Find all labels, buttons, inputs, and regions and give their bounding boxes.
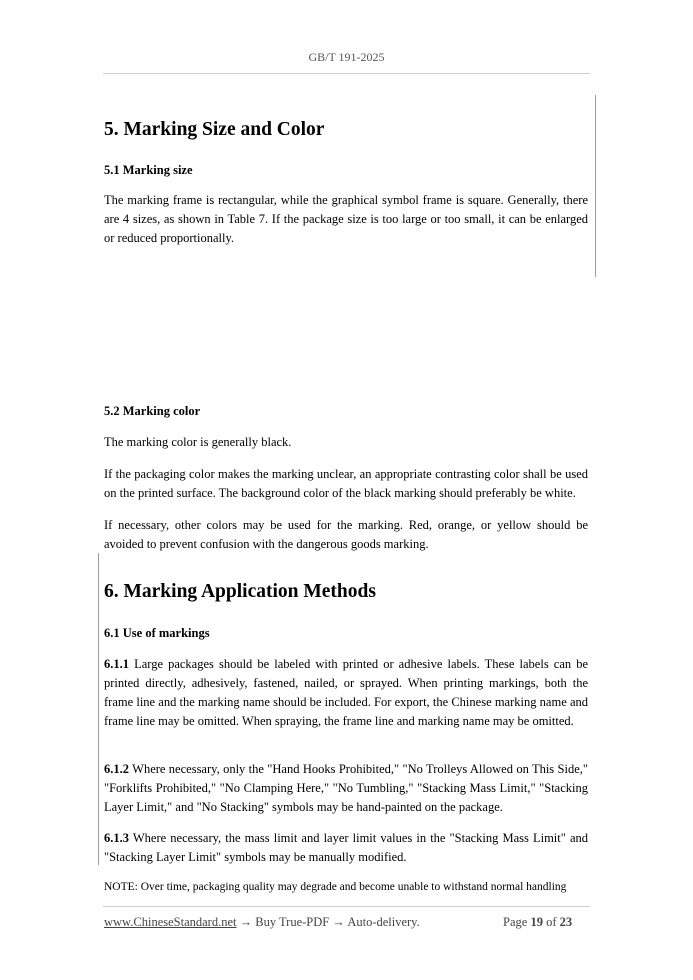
marking-color-paragraph-3: If necessary, other colors may be used for the marking. Red, orange, or yellow should be avoided to prevent confusion with the dangerous goods marking. [104,518,588,551]
clause-text: Where necessary, the mass limit and layer limit values in the "Stacking Mass Limit" and "Stacking Layer Limit" symbols may be manually modified. [104,831,589,864]
running-header: GB/T 191-2025 [308,50,385,64]
footer-divider [103,906,590,907]
clause-number: 6.1.2 [104,762,129,776]
section-5-heading: 5. Marking Size and Color [104,119,325,140]
auto-delivery-text: Auto-delivery. [347,915,420,929]
arrow-right-icon: → [239,915,253,929]
note-text: NOTE: Over time, packaging quality may degrade and become unable to withstand normal handling [104,881,567,893]
subsection-6-1-heading: 6.1 Use of markings [104,626,210,640]
clause-6-1-3 [104,829,588,867]
page-indicator [503,915,572,930]
marking-color-paragraph-2: If the packaging color makes the marking unclear, an appropriate contrasting color shall be used on the printed surface. The background color of the black marking should preferably be white. [104,467,588,500]
clause-6-1-1 [104,655,588,731]
site-link[interactable]: www.ChineseStandard.net [104,915,237,929]
page-label: Page [503,915,528,929]
subsection-5-1-heading: 5.1 Marking size [104,163,193,177]
footer-links [104,915,420,930]
buy-pdf-link[interactable]: Buy True-PDF [255,915,330,929]
marking-size-paragraph: The marking frame is rectangular, while the graphical symbol frame is square. Generally, there are 4 sizes, as shown in Table 7. If the package size is too large or too small, it can be enlarged or reduced proportionally. [104,193,588,245]
page-total: 23 [559,915,573,929]
header-divider [103,73,590,74]
of-label: of [546,915,557,929]
change-bar-left [98,553,99,865]
section-6-heading: 6. Marking Application Methods [104,581,376,602]
page-number: 19 [530,915,543,929]
clause-6-1-2 [104,760,588,817]
clause-number: 6.1.3 [104,831,129,845]
marking-color-paragraph-1: The marking color is generally black. [104,435,292,449]
clause-number: 6.1.1 [104,657,129,671]
clause-text: Where necessary, only the "Hand Hooks Prohibited," "No Trolleys Allowed on This Side," "Forklifts Prohibited," "No Clamping Here," "No Tumbling," "Stacking Mass Limit," "Stacking Layer Limit," and "No Stacking" symbols may be hand-painted on the package. [104,762,588,814]
clause-text: Large packages should be labeled with printed or adhesive labels. These labels can be printed directly, adhesively, fastened, nailed, or sprayed. When printing markings, both the frame line and the marking name should be included. For export, the Chinese marking name and frame line may be omitted. When spraying, the frame line and marking name may be omitted. [104,657,588,728]
change-bar-right [595,95,596,277]
arrow-right-icon: → [332,915,345,929]
subsection-5-2-heading: 5.2 Marking color [104,404,201,418]
